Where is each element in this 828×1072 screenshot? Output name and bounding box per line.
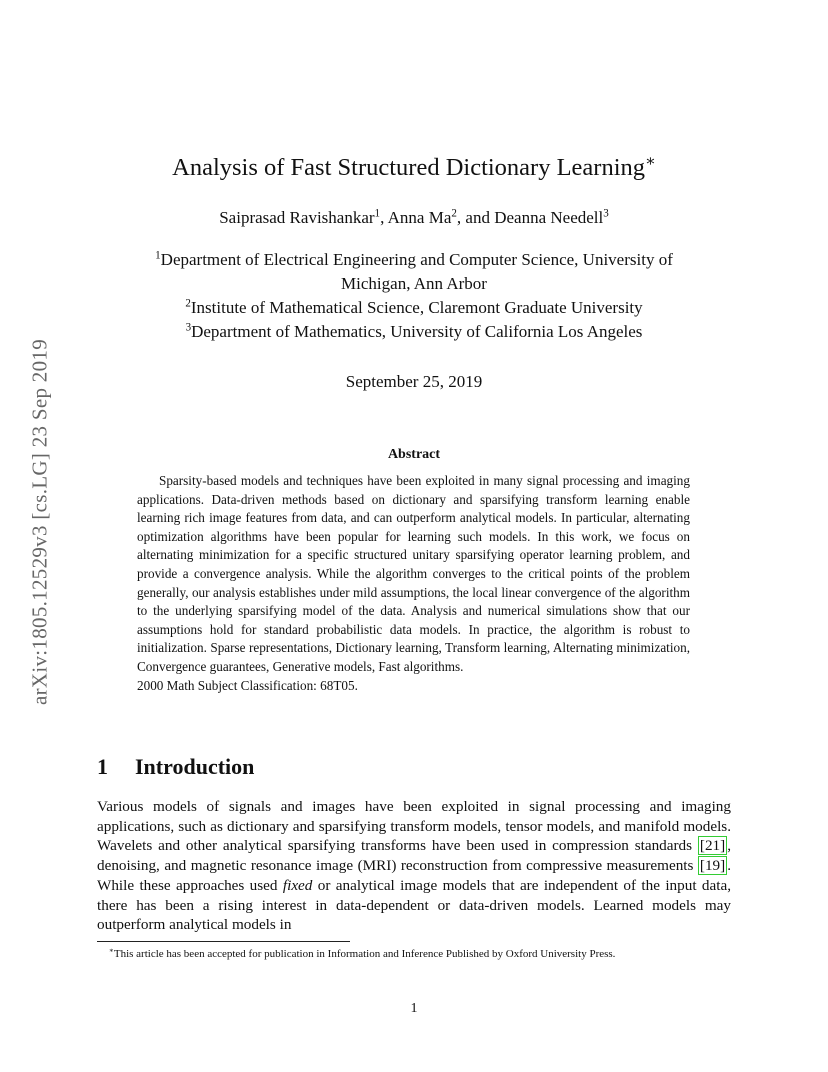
page-number: 1 xyxy=(410,1001,418,1016)
abstract-body xyxy=(137,472,690,695)
footnote xyxy=(97,946,731,963)
arxiv-identifier: arXiv:1805.12529v3 [cs.LG] 23 Sep 2019 xyxy=(27,338,52,706)
intro-text-part: Various models of signals and images have been exploited in signal processing and imaging applications, such as dictionary and sparsifying transform models, tensor models, and manifold models. Wavelets and other analytical sparsifying transforms have been used in compression standards xyxy=(97,798,731,855)
author-mark: 2 xyxy=(451,207,457,220)
footnote-mark: ∗ xyxy=(109,946,114,955)
author-name: Saiprasad Ravishankar xyxy=(219,208,375,227)
affiliation-text: Michigan, Ann Arbor xyxy=(341,274,487,293)
intro-text-part: or analytical image models that are independent of the input data, there has been a rising interest in data-dependent or data-driven models. Learned models may outperform analytical models in xyxy=(97,876,731,934)
section-heading xyxy=(97,754,254,780)
intro-text-part: . While these approaches used xyxy=(97,857,731,894)
affiliation-mark: 2 xyxy=(185,297,191,310)
paper-title-text: Analysis of Fast Structured Dictionary Learning xyxy=(172,154,646,181)
paper-title xyxy=(0,154,828,182)
section-title: Introduction xyxy=(135,754,255,779)
abstract-heading: Abstract xyxy=(387,447,441,462)
affiliation-text: Department of Electrical Engineering and Computer Science, University of xyxy=(160,250,673,269)
author-mark: 1 xyxy=(374,207,381,220)
affiliation-mark: 3 xyxy=(185,321,192,334)
citation-link[interactable]: [19] xyxy=(699,857,726,875)
author-separator: , and xyxy=(456,208,495,227)
citation-link[interactable]: [21] xyxy=(699,837,726,855)
affiliation-3 xyxy=(0,322,828,342)
affiliation-1 xyxy=(0,250,828,270)
footnote-body: This article has been accepted for publication in Information and Inference Published by Oxford University Press. xyxy=(113,948,616,960)
author-separator: , xyxy=(380,208,388,227)
affiliation-2 xyxy=(0,298,828,318)
introduction-paragraph xyxy=(97,797,731,935)
intro-text-part: , denoising, and magnetic resonance image (MRI) reconstruction from compressive measurements xyxy=(97,837,731,875)
affiliation-1-continued xyxy=(0,274,828,294)
affiliation-mark: 1 xyxy=(155,249,161,262)
author-name: Deanna Needell xyxy=(494,208,604,227)
section-number: 1 xyxy=(97,754,108,779)
title-footnote-mark: ∗ xyxy=(645,152,656,170)
author-mark: 3 xyxy=(603,207,609,220)
footnote-text xyxy=(97,946,731,963)
emphasis-text: fixed xyxy=(282,876,313,894)
paper-date: September 25, 2019 xyxy=(345,372,483,391)
msc-classification: 2000 Math Subject Classification: 68T05. xyxy=(137,677,358,693)
abstract-text: Sparsity-based models and techniques have been exploited in many signal processing and imaging applications. Data-driven methods based on dictionary and sparsifying transform learning enable learning rich image features from data, and can outperform analytical models. In particular, alternating optimization algorithms have been popular for learning such models. In this work, we focus on alternating minimization for a specific structured unitary sparsifying operator learning problem, and provide a convergence analysis. While the algorithm converges to the critical points of the problem generally, our analysis establishes under mild assumptions, the local linear convergence of the algorithm to the underlying sparsifying model of the data. Analysis and numerical simulations show that our assumptions hold for standard probabilistic data models. In practice, the algorithm is robust to initialization. Sparse representations, Dictionary learning, Transform learning, Alternating minimization, Convergence guarantees, Generative models, Fast algorithms. xyxy=(137,473,690,674)
footnote-rule xyxy=(97,941,350,942)
intro-text xyxy=(97,797,731,935)
affiliation-text: Department of Mathematics, University of California Los Angeles xyxy=(191,322,643,341)
author-name: Anna Ma xyxy=(387,208,452,227)
affiliation-text: Institute of Mathematical Science, Claremont Graduate University xyxy=(190,298,643,317)
author-list xyxy=(0,208,828,228)
